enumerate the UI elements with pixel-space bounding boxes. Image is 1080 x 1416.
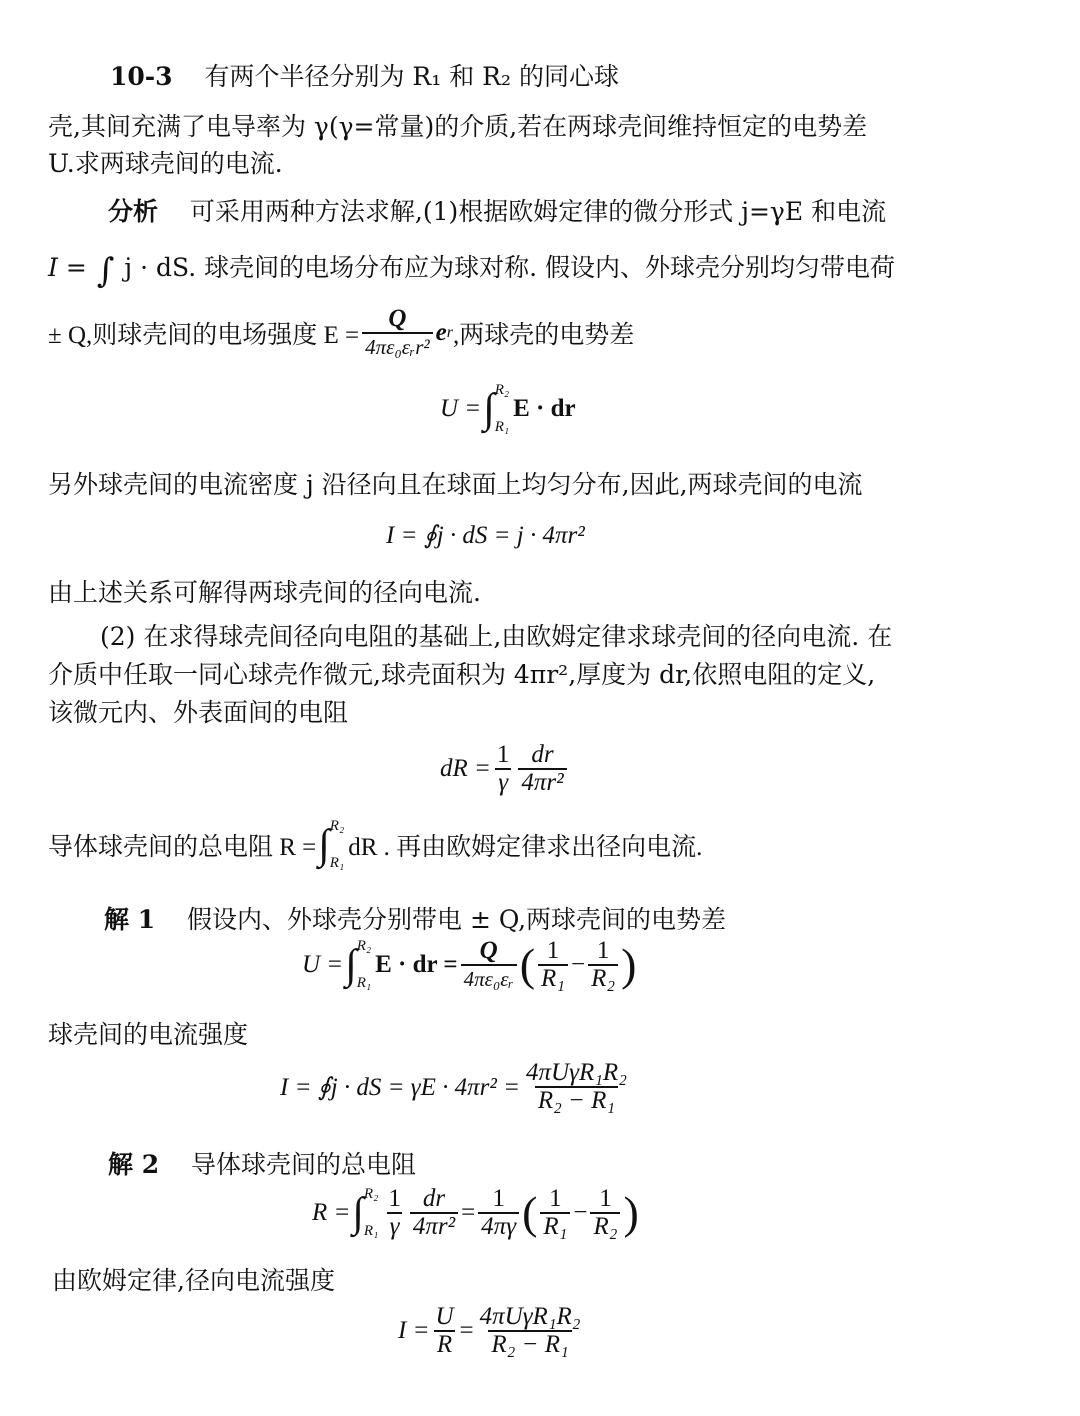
minus-sign: − [571,951,586,978]
limit-lower: R₁ [329,855,345,871]
analysis-text-3a: ± Q,则球壳间的电场强度 E = [48,322,360,349]
numerator: 1 [388,1185,401,1212]
numerator: U [435,1303,454,1330]
analysis-line-6: (2) 在求得球壳间径向电阻的基础上,由欧姆定律求球壳间的径向电流. 在 [100,622,893,651]
problem-line-3: U.求两球壳间的电流. [48,149,283,178]
analysis-text-9a: 导体球壳间的总电阻 R = [48,834,317,861]
eq-i-left: I = [398,1317,430,1344]
current-fraction [477,1304,584,1358]
integral-sign: ∫ [345,942,357,988]
problem-line-2: 壳,其间充满了电导率为 γ(γ=常量)的介质,若在两球壳间维持恒定的电势差 [48,112,868,141]
analysis-line-4: 另外球壳间的电流密度 j 沿径向且在球面上均匀分布,因此,两球壳间的电流 [48,470,863,499]
integral-sign: ∫ [483,386,495,432]
numerator: 1 [492,1185,505,1212]
solution2-line-1 [108,1150,416,1180]
solution1-text-1: 假设内、外球壳分别带电 ± Q,两球壳间的电势差 [187,905,727,934]
fraction-dr-over-area [518,742,566,796]
left-paren: ( [522,1187,538,1238]
analysis-text-1: 可采用两种方法求解,(1)根据欧姆定律的微分形式 j=γE 和电流 [189,197,887,226]
analysis-line-9 [48,818,702,872]
solution2-text-1: 导体球壳间的总电阻 [191,1150,417,1179]
eq-differential-resistance [440,742,570,796]
unit-vector: e [435,319,447,346]
right-paren: ) [621,939,637,990]
denominator: 4πγ [478,1212,519,1240]
numerator: dr [531,741,554,768]
analysis-line-5: 由上述关系可解得两球壳间的径向电流. [48,578,481,607]
eq-solution1-current [280,1060,633,1114]
analysis-line-7: 介质中任取一同心球壳作微元,球壳面积为 4πr²,厚度为 dr,依照电阻的定义, [48,660,876,689]
integral-limits [357,938,371,992]
analysis-text-3c: ,两球壳的电势差 [453,322,635,349]
eq-u-mid: E · dr = [375,951,458,978]
analysis-heading: 分析 [108,197,159,226]
denominator: R₁ [540,1212,570,1240]
eq-potential-difference [440,382,576,436]
problem-number: 10-3 [110,62,173,91]
limit-lower: R₁ [363,1223,379,1239]
numerator: 1 [546,937,560,964]
numerator: 4πUγR₁R₂ [526,1059,627,1086]
numerator: 1 [496,741,510,768]
solution1-line-2: 球壳间的电流强度 [48,1020,249,1049]
denominator: γ [387,1212,403,1240]
problem-line-1 [110,62,619,92]
current-symbol: I = [48,253,87,282]
denominator: R₂ − R₁ [535,1086,618,1114]
denominator: γ [495,768,511,796]
eq-u-left: U = [302,951,344,978]
denominator: R₂ [590,1212,620,1240]
denominator: 4πr² [518,768,566,796]
fraction-u-over-r [432,1304,456,1358]
solution1-heading: 解 1 [104,905,156,934]
numerator: 1 [599,1185,612,1212]
fraction-one-over-r2 [588,938,618,992]
left-paren: ( [519,939,536,990]
limit-upper: R₂ [494,382,510,398]
eq-i-left: I = ∮j · dS = γE · 4πr² = [280,1074,521,1101]
limit-upper: R₂ [329,818,345,834]
integral-limits [364,1186,378,1240]
integral-sign: ∫ [352,1190,364,1236]
limit-lower: R₁ [356,975,372,991]
integral-limits [495,382,509,436]
fraction-one-over-gamma [385,1186,404,1240]
solution2-heading: 解 2 [108,1150,160,1179]
denominator: 4πr² [410,1212,458,1240]
limit-lower: R₁ [494,419,510,435]
numerator: 4πUγR₁R₂ [479,1303,581,1330]
eq-u-left: U = [440,395,482,422]
denominator: R₂ [588,964,618,992]
minus-sign: − [573,1199,588,1226]
field-denominator: 4πε₀εᵣr² [362,332,433,360]
charge-fraction [461,938,517,992]
analysis-line-2 [48,250,895,292]
equals-sign: = [459,1317,474,1344]
numerator: 1 [596,937,610,964]
eq-r-left: R = [312,1199,351,1226]
denominator: R₂ − R₁ [488,1330,571,1358]
current-fraction [523,1060,630,1114]
denominator: R [434,1330,455,1358]
fraction-one-over-r1 [540,1186,570,1240]
field-numerator: Q [388,305,407,332]
fraction-one-over-r2 [590,1186,620,1240]
eq-dr-left: dR = [440,755,491,782]
solution1-line-1 [104,905,726,935]
fraction-one-over-4pi-gamma [478,1186,519,1240]
fraction-one-over-r1 [538,938,568,992]
eq-solution2-current [398,1304,586,1358]
integral-limits [330,818,344,872]
right-paren: ) [623,1187,639,1238]
limit-upper: R₂ [356,938,372,954]
analysis-line-8: 该微元内、外表面间的电阻 [48,698,349,727]
field-fraction [362,306,433,360]
analysis-text-2: j · dS. 球壳间的电场分布应为球对称. 假设内、外球壳分别均匀带电荷 [124,253,896,282]
analysis-line-1 [108,197,886,227]
numerator: dr [422,1185,446,1212]
denominator: R₁ [538,964,568,992]
numerator: Q [479,937,498,964]
solution2-line-2: 由欧姆定律,径向电流强度 [52,1266,335,1295]
numerator: 1 [549,1185,562,1212]
analysis-line-3: ± Q,则球壳间的电场强度 E = $\frac{Q}{\text{4πε₀εᵣr²}}$ e r ,两球壳的电势差 [48,305,635,359]
eq-solution2-resistance [312,1186,639,1240]
integral-sign: ∫ [318,822,330,868]
analysis-text-9b: dR . 再由欧姆定律求出径向电流. [348,834,703,861]
integral-sign: ∫ [96,251,115,291]
denominator: 4πε₀εᵣ [461,964,517,992]
equals-sign: = [461,1199,476,1226]
eq-u-body: E · dr [513,395,576,422]
limit-upper: R₂ [363,1186,379,1202]
fraction-one-over-gamma [494,742,513,796]
eq-solution1-potential [302,938,636,992]
fraction-dr-over-area [410,1186,458,1240]
eq-current-flux: I = ∮j · dS = j · 4πr² [386,522,585,549]
problem-text-1: 有两个半径分别为 R₁ 和 R₂ 的同心球 [204,62,619,91]
